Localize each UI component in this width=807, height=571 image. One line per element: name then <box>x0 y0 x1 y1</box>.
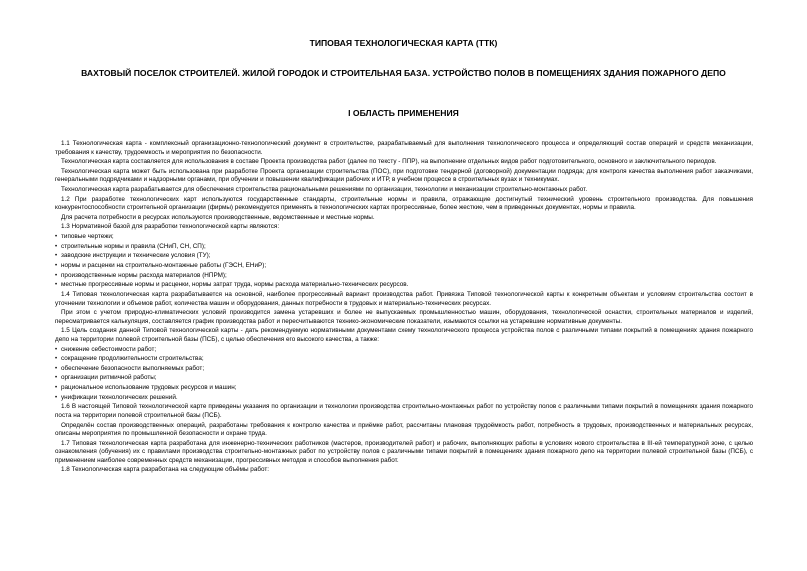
list-item: • типовые чертежи; <box>55 233 114 241</box>
paragraph-1-5: 1.5 Цель создания данной Типовой технологической карты - дать рекомендуемую нормативными документами схему технологического процесса устройства полов с различными типами покрытий в помещениях здания пожарного депо на территории полевой строительной базы (ПСБ), с целью обеспечения его высокого качества, а также: <box>55 327 753 343</box>
bullet-icon: • <box>55 365 58 372</box>
bullet-icon: • <box>55 346 58 353</box>
paragraph: Технологическая карта может быть использована при разработке Проекта организации строительства (ПОС), при подготовке тендерной (договорной) документации подряда; для контроля качества выполнения работ заказчиками, генеральными подрядчиками и надзорными органами, при обучении и повышении квалификации рабочих и ИТР, в учебном процессе в строительных вузах и техникумах. <box>55 167 753 184</box>
bullet-icon: • <box>55 243 58 250</box>
document-title: ТИПОВАЯ ТЕХНОЛОГИЧЕСКАЯ КАРТА (ТТК) <box>309 38 498 48</box>
list-item: • снижение себестоимости работ; <box>55 345 157 353</box>
bullet-icon: • <box>55 282 58 289</box>
list-item: • нормы и расценки на строительно-монтажные работы (ГЭСН, ЕНиР); <box>55 262 267 270</box>
paragraph-1-6: 1.6 В настоящей Типовой технологической карте приведены указания по организации и технологии производства строительно-монтажных работ по устройству полов с различными типами покрытий в помещениях здания пожарного поста на территории полевой строительной базы (ПСБ). <box>55 403 753 419</box>
bullet-icon: • <box>55 272 58 279</box>
bullet-icon: • <box>55 385 58 392</box>
list-item: • организации ритмичной работы; <box>55 374 157 382</box>
bullet-icon: • <box>55 375 58 382</box>
list-item: • производственные нормы расхода материалов (НПРМ); <box>55 271 227 279</box>
paragraph: При этом с учетом природно-климатических условий производится замена устаревших и более не выпускаемых промышленностью машин, оборудования, технологической оснастки, строительных материалов и изделий, пересматривается калькуляция, составляется график производства работ и пересчитываются технико-экономические показатели, изымаются ссылки на устаревшие нормативные документы. <box>55 309 753 325</box>
document-body <box>55 140 753 476</box>
paragraph: Технологическая карта составляется для использования в составе Проекта производства работ (далее по тексту - ППР), на выполнение отдельных видов работ подготовительного, основного и заключительного периодов. <box>61 158 717 166</box>
list-item: • обеспечение безопасности выполняемых работ; <box>55 364 205 372</box>
list-item: • местные прогрессивные нормы и расценки, нормы затрат труда, нормы расхода материально-технических ресурсов. <box>55 281 409 289</box>
bullet-icon: • <box>55 356 58 363</box>
list-item: • унификации технологических решений. <box>55 393 178 401</box>
list-item: • строительные нормы и правила (СНиП, СН, СП); <box>55 242 206 250</box>
paragraph-1-3: 1.3 Нормативной базой для разработки технологической карты являются: <box>61 223 280 231</box>
document-subtitle: ВАХТОВЫЙ ПОСЕЛОК СТРОИТЕЛЕЙ. ЖИЛОЙ ГОРОДОК И СТРОИТЕЛЬНАЯ БАЗА. УСТРОЙСТВО ПОЛОВ В ПОМЕЩЕНИЯХ ЗДАНИЯ ПОЖАРНОГО ДЕПО <box>81 68 726 78</box>
bullet-icon: • <box>55 253 58 260</box>
paragraph: Определён состав производственных операций, разработаны требования к контролю качества и приёмке работ, рассчитаны плановая трудоёмкость работ, потребность в трудовых, производственных и материальных ресурсах, описаны мероприятия по промышленной безопасности и охране труда. <box>55 421 753 438</box>
paragraph-1-8: 1.8 Технологическая карта разработана на следующие объёмы работ: <box>61 466 270 474</box>
list-item: • заводские инструкции и технические условия (ТУ); <box>55 252 211 260</box>
paragraph-1-7: 1.7 Типовая технологическая карта разработана для инженерно-технических работников (мастеров, производителей работ) и рабочих, выполняющих работы в условиях нового строительства в III-ей температурной зоне, с целью ознакомления (обучения) их с правилами производства строительно-монтажных работ по устройству полов с различными типами покрытий в помещениях здания пожарного депо на территории полевой строительной базы (ПСБ), с применением наиболее современных средств механизации, прогрессивных методов и способов выполнения работ. <box>55 439 753 464</box>
paragraph-1-1: 1.1 Технологическая карта - комплексный организационно-технологический документ в строительстве, разрабатываемый для выполнения технологического процесса и определяющий состав операций и средств механизации, требования к качеству, трудоемкость и мероприятия по безопасности. <box>55 140 753 156</box>
goals-list <box>55 346 753 403</box>
bullet-icon: • <box>55 234 58 241</box>
paragraph-1-4: 1.4 Типовая технологическая карта разрабатывается на основной, наиболее прогрессивный вариант производства работ. Привязка Типовой технологической карты к конкретным объектам и условиям строительства состоит в уточнении технологии и объемов работ, количества машин и оборудования, данных потребности в трудовых и материально-технических ресурсах. <box>55 290 753 307</box>
normative-base-list <box>55 233 753 290</box>
paragraph: Для расчета потребности в ресурсах используются производственные, ведомственные и местные нормы. <box>61 213 375 221</box>
list-item: • сокращение продолжительности строительства; <box>55 355 204 363</box>
bullet-icon: • <box>55 263 58 270</box>
paragraph-1-2: 1.2 При разработке технологических карт используются государственные стандарты, строительные нормы и правила, отражающие достигнутый технический уровень строительного производства. Для повышения конкурентоспособности строительной организации (фирмы) рекомендуется применять в технологических картах прогрессивные, более жесткие, чем в приведенных документах, нормы и правила. <box>55 195 753 212</box>
list-item: • рациональное использование трудовых ресурсов и машин; <box>55 384 237 392</box>
bullet-icon: • <box>55 394 58 401</box>
section-heading: I ОБЛАСТЬ ПРИМЕНЕНИЯ <box>348 108 459 118</box>
paragraph: Технологическая карта разрабатывается для обеспечения строительства рациональными решениями по организации, технологии и механизации строительно-монтажных работ. <box>61 186 588 194</box>
